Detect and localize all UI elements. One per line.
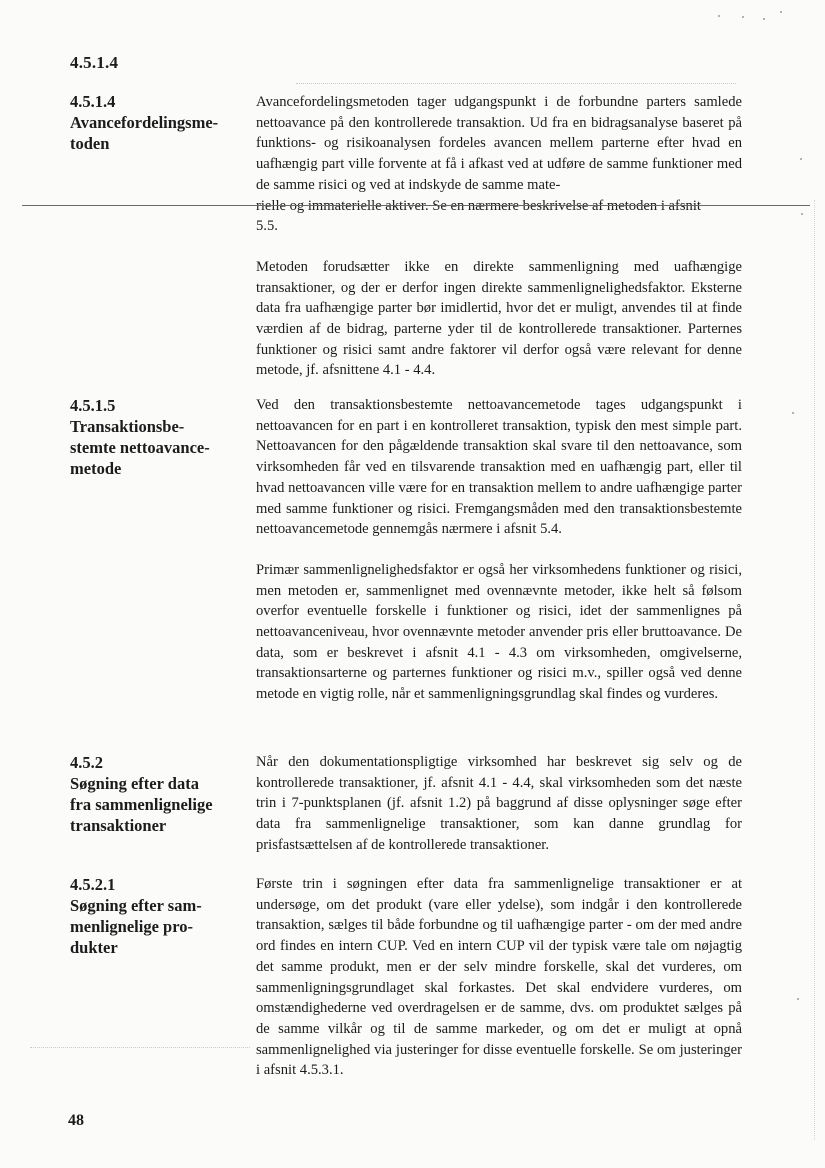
scan-speck <box>742 16 744 18</box>
scan-edge-shadow <box>814 200 815 1140</box>
section-body <box>256 752 742 856</box>
section-number: 4.5.1.5 <box>70 396 116 415</box>
section-heading <box>70 91 245 154</box>
section-number: 4.5.2 <box>70 753 103 772</box>
paragraph: Metoden forudsætter ikke en direkte sammenligning med uafhængige transaktioner, og der er derfor ingen direkte sammenlignelighedsfaktor. Eksterne data fra uafhængige parter bør imidlertid, hvor det er muligt, anvendes til at finde værdien af de bidrag, parterne yder til de kontrollerede transaktioner. Parternes funktioner og risici samt andre faktorer vil derfor også være relevant for denne metode, jf. afsnittene 4.1 - 4.4. <box>256 258 742 379</box>
page-number: 48 <box>68 1112 84 1129</box>
paragraph-continuation: 5.5. <box>256 218 278 235</box>
section-title: Avancefordelingsme- toden <box>70 113 219 153</box>
paragraph: Primær sammenlignelighedsfaktor er også her virksomhedens funktioner og risici, men metoden er, sammenlignet med ovennævnte metoder, ikke helt så følsom overfor eventuelle forskelle i funktioner og risici, idet der sammenlignes på nettoavanceniveau, hvor ovennævnte metoder anvender pris eller bruttoavance. De data, som er beskrevet i afsnit 4.1 - 4.3 om virksomheden, omgivelserne, transaktionsarterne og parternes funktioner og risici m.v., spiller også ved denne metode en vigtig rolle, når et sammenligningsgrundlag skal findes og vurderes. <box>256 561 742 703</box>
section-title: Søgning efter data fra sammenlignelige transaktioner <box>70 774 213 835</box>
section-number: 4.5.2.1 <box>70 875 116 894</box>
scan-speck <box>792 412 794 414</box>
scan-speck <box>800 158 802 160</box>
paragraph: Ved den transaktionsbestemte nettoavancemetode tages udgangspunkt i nettoavancen for en part i en kontrolleret transaktion, typisk den mest simple part. Nettoavancen for den pågældende transaktion skal svare til den nettoavance, som virksomheden får ved en tilsvarende transaktion med en uafhængig part, eller til hvad nettoavancen ville være for en transaktion mellem to andre uafhængige parter med samme funktioner og risici. Fremgangsmåden med den transaktionsbestemte nettoavancemetode gennemgås nærmere i afsnit 5.4. <box>256 397 742 538</box>
scan-speck <box>797 998 799 1000</box>
section-heading <box>70 395 245 479</box>
section-body <box>256 92 742 381</box>
paragraph: Når den dokumentationspligtige virksomhed har beskrevet sig selv og de kontrollerede transaktioner, jf. afsnit 4.1 - 4.4, skal virksomheden som det næste trin i 7-punktsplanen (jf. afsnit 1.2) på baggrund af disse oplysninger søge efter data fra sammenlignelige transaktioner, som kan danne grundlag for prisfastsættelsen af de kontrollerede transaktioner. <box>256 754 742 853</box>
scan-speck <box>780 11 782 13</box>
scan-speck <box>763 18 765 20</box>
horizontal-rule <box>22 205 810 206</box>
section-body <box>256 874 742 1081</box>
section-heading <box>70 752 245 836</box>
running-head: 4.5.1.4 <box>70 53 119 72</box>
section-heading <box>70 874 245 958</box>
scan-speck <box>718 15 720 17</box>
paragraph: Avancefordelingsmetoden tager udgangspunkt i de forbundne parters samlede nettoavance på den kontrollerede transaktion. Ud fra en bidragsanalyse baseret på funktions- og risikoanalysen fordeles avancen mellem parterne efter hvad en uafhængig part ville forvente at få i afkast ved at udføre de samme funktioner med de samme risici og ved at indskyde de samme mate- <box>256 94 742 193</box>
section-title: Søgning efter sam- menlignelige pro- dukter <box>70 896 202 957</box>
scan-speck <box>801 213 803 215</box>
paragraph: Første trin i søgningen efter data fra sammenlignelige transaktioner er at undersøge, om det produkt (vare eller ydelse), som indgår i den kontrollerede transaktion, sælges til både forbundne og til uafhængige parter - om der med andre ord findes en intern CUP. Ved en intern CUP vil der typisk være tale om nøjagtig det samme produkt, men er der selv mindre forskelle, skal det vurderes, om sammenligningsgrundlaget skal forkastes. Det skal endvidere vurderes, om omstændighederne ved overdragelsen er de samme, dvs. om produktet sælges på de samme vilkår og til de samme markeder, og om det er muligt at opnå sammenlignelighed via justeringer for disse eventuelle forskelle. Se om justeringer i afsnit 4.5.3.1. <box>256 876 742 1079</box>
section-title: Transaktionsbe- stemte nettoavance- metode <box>70 417 210 478</box>
scan-artifact-line <box>296 83 736 84</box>
scan-artifact-line <box>30 1047 250 1048</box>
section-number: 4.5.1.4 <box>70 92 116 111</box>
section-body <box>256 395 742 705</box>
struck-through-line: rielle og immaterielle aktiver. Se en nærmere beskrivelse af metoden i afsnit <box>256 197 701 214</box>
